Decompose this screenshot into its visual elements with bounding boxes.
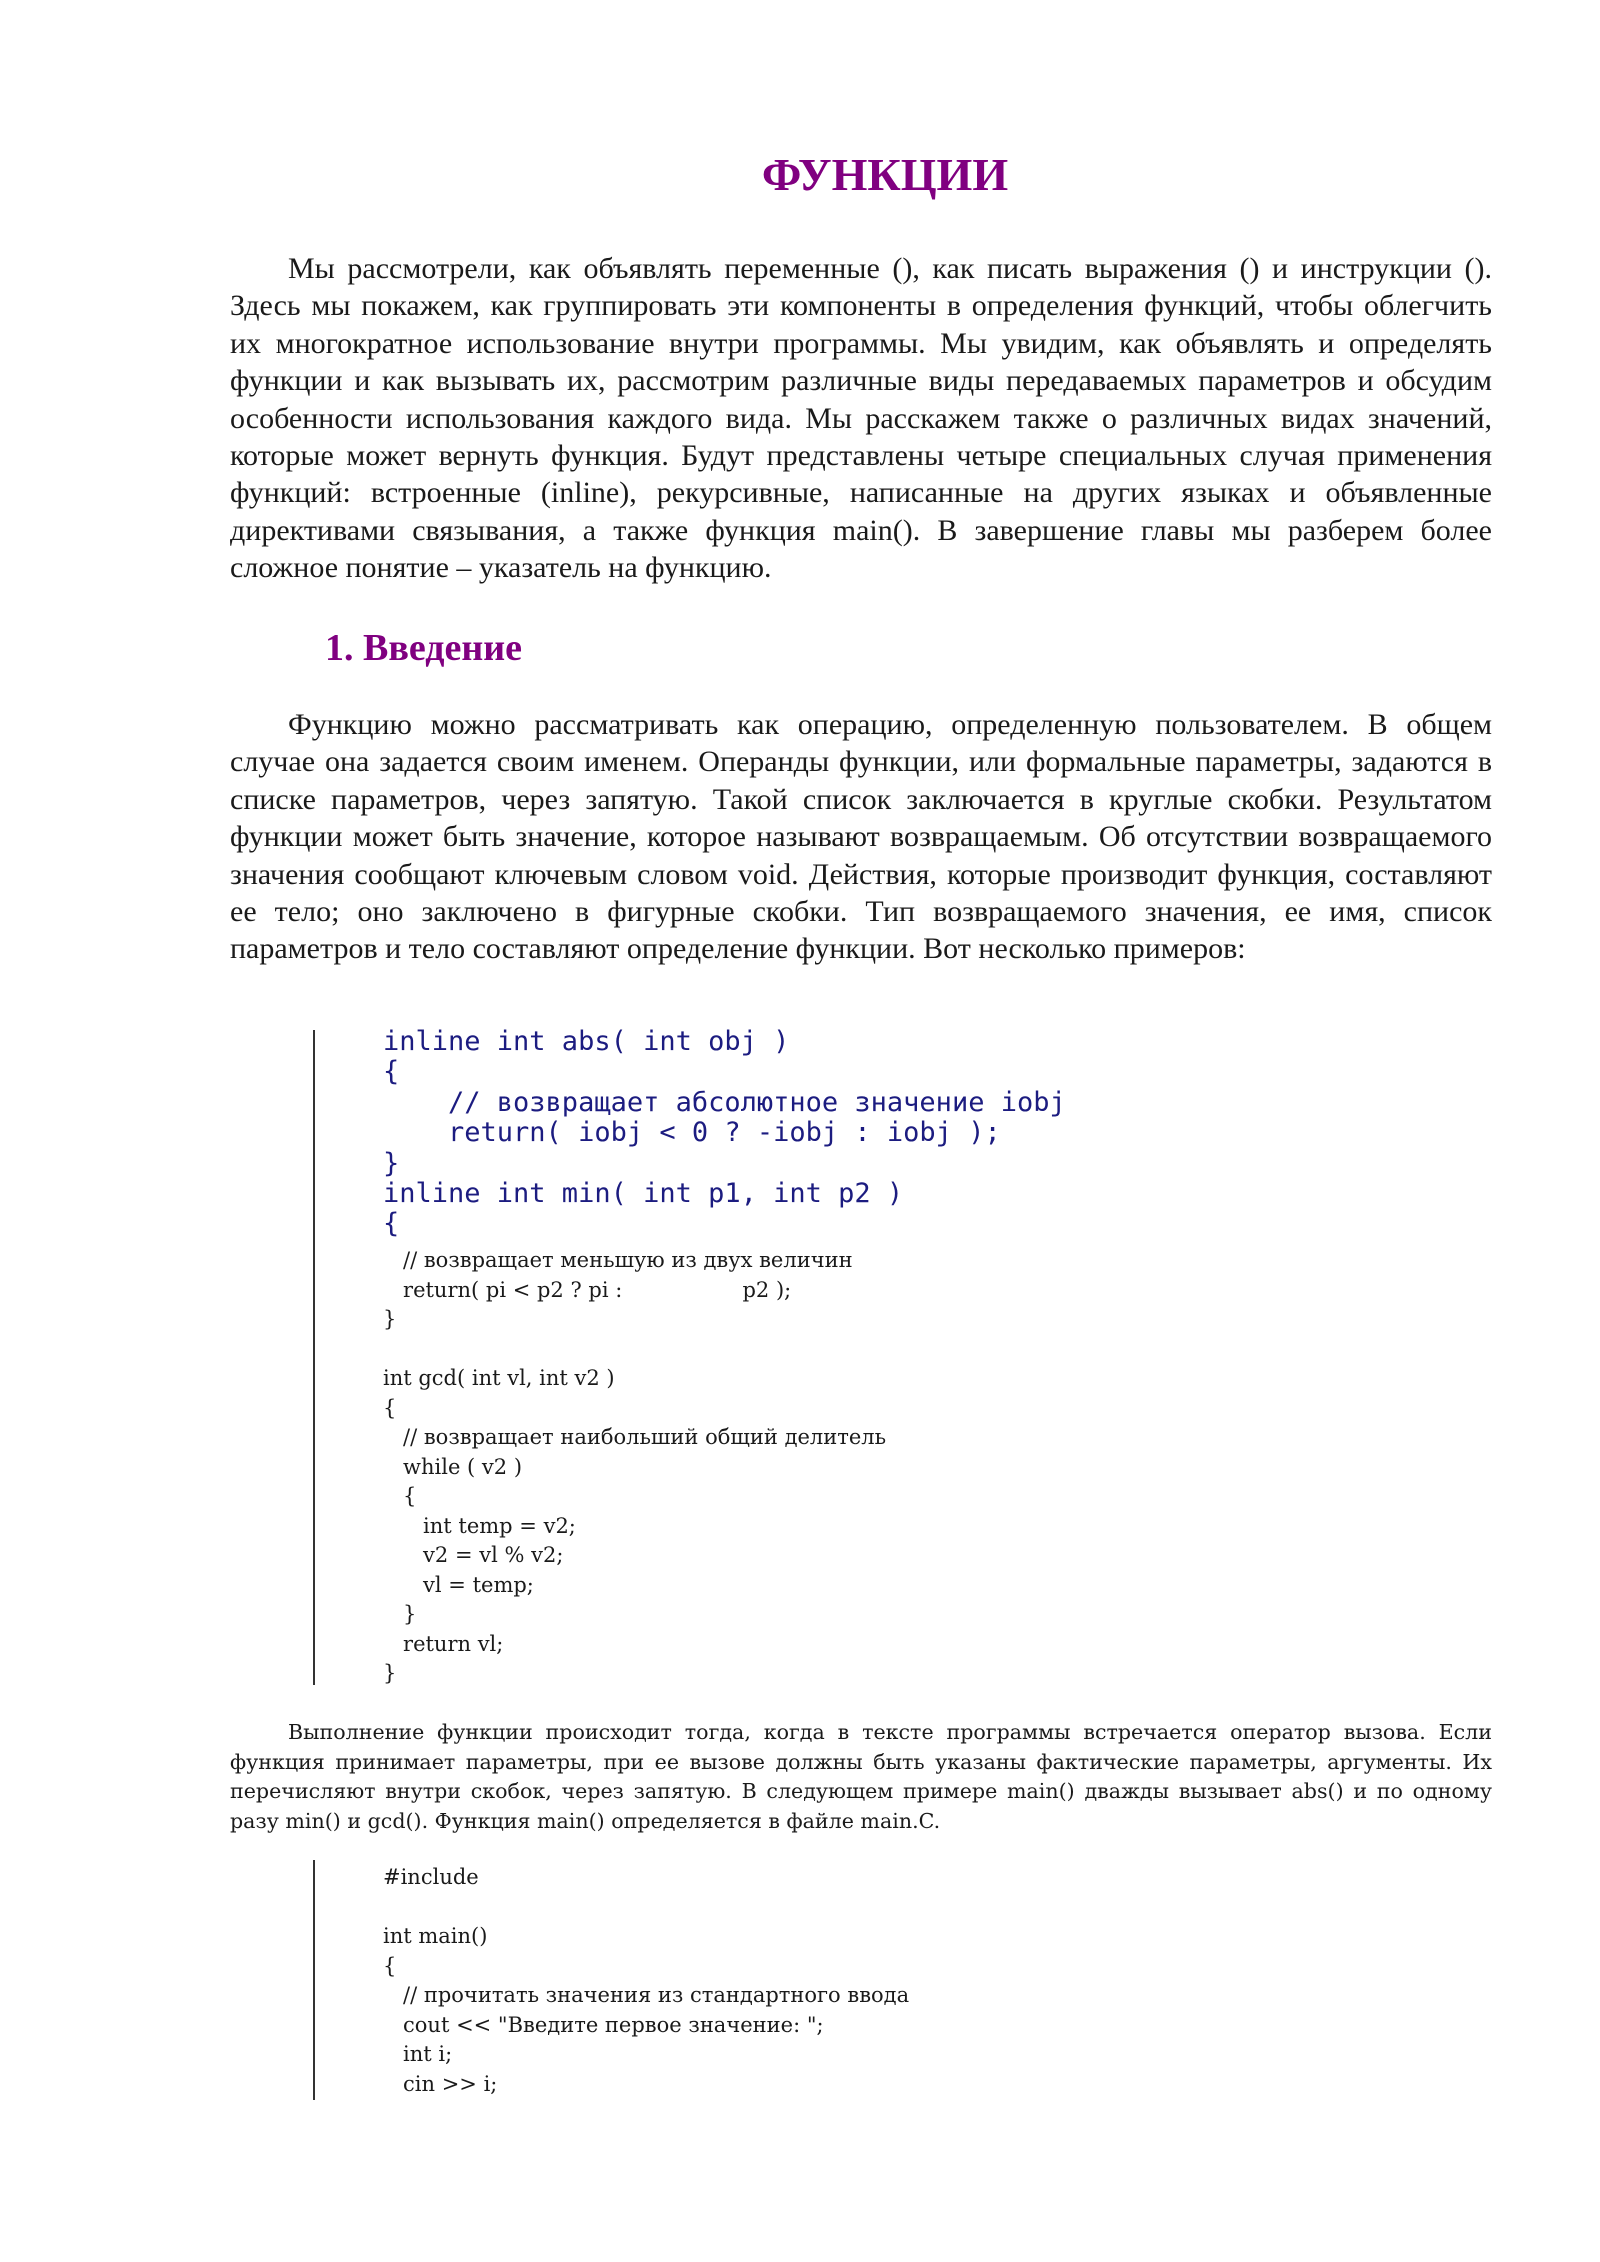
code-block-function-bodies: // возвращает меньшую из двух величин return( pi < p2 ? pi : p2 ); } int gcd( int vl, int v2 ) { // возвращает наибольший общий делитель while ( v2 ) { int temp = v2; v2 = vl % v2; vl = temp; } return vl; } bbox=[383, 1248, 887, 1685]
code-block-inline-functions: inline int abs( int obj ) { // возвращает абсолютное значение iobj return( iobj < 0 ? -iobj : iobj ); } inline int min( int p1, int p2 ) { bbox=[383, 1026, 1066, 1240]
intro-paragraph: Мы рассмотрели, как объявлять переменные (), как писать выражения () и инструкции (). Здесь мы покажем, как группировать эти компоненты в определения функций, чтобы облегчить их многократное использование внутри программы. Мы увидим, как объявлять и определять функции и как вызывать их, рассмотрим различные виды передаваемых параметров и обсудим особенности использования каждого вида. Мы расскажем также о различных видах значений, которые может вернуть функция. Будут представлены четыре специальных случая применения функций: встроенные (inline), рекурсивные, написанные на других языках и объявленные директивами связывания, а также функция main(). В завершение главы мы разберем более сложное понятие – указатель на функцию. bbox=[230, 252, 1492, 585]
call-paragraph: Выполнение функции происходит тогда, когда в тексте программы встречается оператор вызова. Если функция принимает параметры, при ее вызове должны быть указаны фактические параметры, аргументы. Их перечисляют внутри скобок, через запятую. В следующем примере main() дважды вызывает abs() и по одному разу min() и gcd(). Функция main() определяется в файле main.C. bbox=[230, 1720, 1492, 1833]
section-heading: 1. Введение bbox=[325, 627, 522, 669]
code-block-bar bbox=[313, 1860, 315, 2100]
section-paragraph: Функцию можно рассматривать как операцию, определенную пользователем. В общем случае она задается своим именем. Операнды функции, или формальные параметры, задаются в списке параметров, через запятую. Такой список заключается в круглые скобки. Результатом функции может быть значение, которое называют возвращаемым. Об отсутствии возвращаемого значения сообщают ключевым словом void. Действия, которые производит функция, составляют ее тело; оно заключено в фигурные скобки. Тип возвращаемого значения, ее имя, список параметров и тело составляют определение функции. Вот несколько примеров: bbox=[230, 708, 1492, 966]
code-block-bar bbox=[313, 1030, 315, 1685]
page-title: ФУНКЦИИ bbox=[761, 149, 1009, 200]
code-block-main: #include int main() { // прочитать значения из стандартного ввода cout << "Введите первое значение: "; int i; cin >> i; bbox=[383, 1865, 910, 2096]
